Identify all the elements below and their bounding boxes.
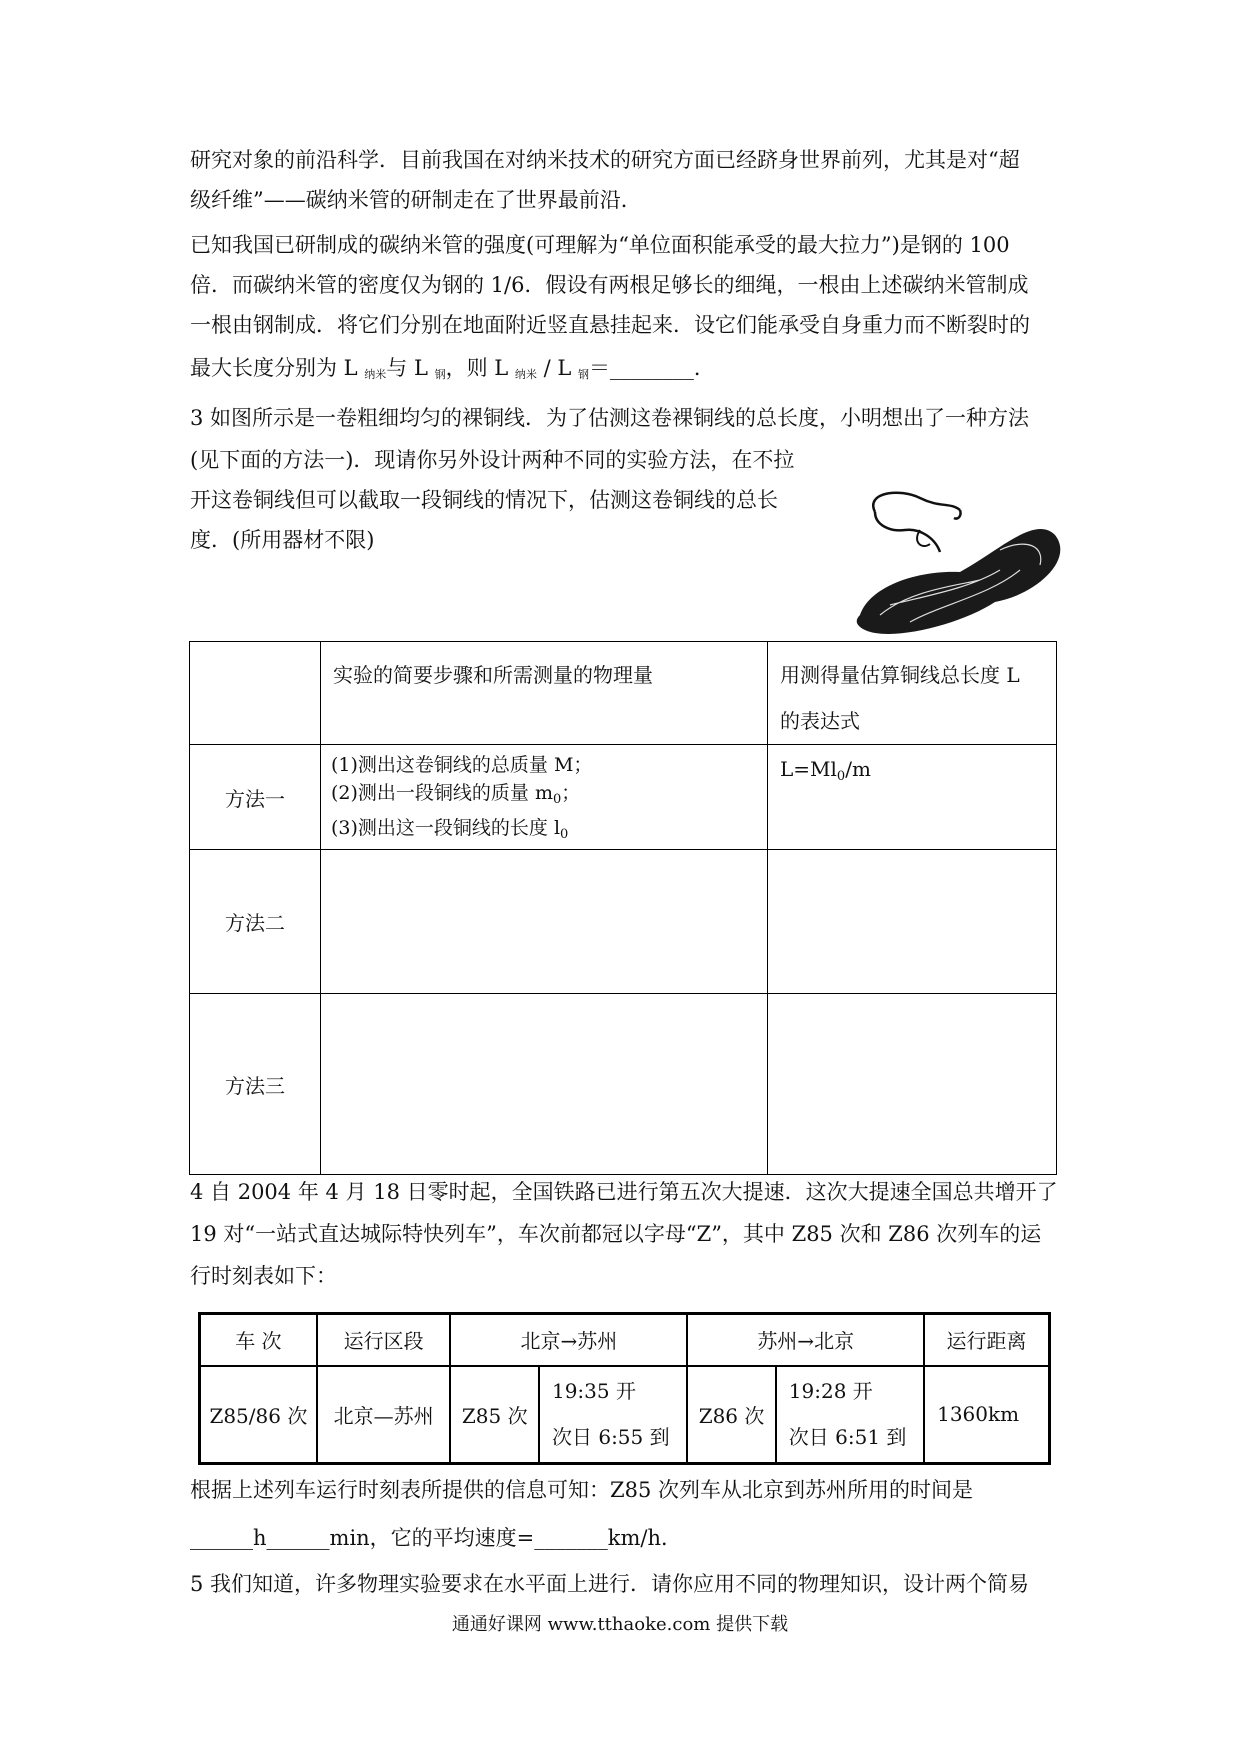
subscript-steel: 钢 — [577, 368, 589, 381]
q2-line-1: 已知我国已研制成的碳纳米管的强度(可理解为“单位面积能承受的最大拉力”)是钢的 100 — [190, 233, 1010, 257]
header-cell — [321, 642, 768, 745]
method-1-expression-cell — [768, 745, 1057, 850]
method-3-expression-input[interactable] — [768, 994, 1057, 1175]
method-1-label: 方法一 — [190, 745, 321, 850]
q4-after-2: ______h______min，它的平均速度=_______km/h． — [190, 1526, 683, 1550]
q4-line-2: 19 对“一站式直达城际特快列车”，车次前都冠以字母“Z”，其中 Z85 次和 Z86 次列车的运 — [190, 1222, 1042, 1246]
cell-z85-times — [539, 1366, 687, 1464]
cell-distance: 1360km — [924, 1366, 1049, 1464]
col-distance: 运行距离 — [924, 1314, 1049, 1366]
step-text: (2)测出一段铜线的质量 m — [331, 782, 553, 804]
method-table — [189, 641, 1057, 1175]
z85-arrival: 次日 6:55 到 — [551, 1425, 670, 1450]
col-train: 车 次 — [200, 1314, 317, 1366]
corner-cell — [190, 642, 321, 745]
subscript-steel: 钢 — [434, 368, 446, 381]
step-text: ； — [561, 782, 581, 804]
method-1-steps-cell — [321, 745, 768, 850]
copper-wire-coil-illustration — [850, 490, 1065, 640]
expr-text: L=Ml — [780, 757, 837, 781]
cell-z86: Z86 次 — [687, 1366, 776, 1464]
cell-section: 北京—苏州 — [317, 1366, 451, 1464]
q4-line-1: 4 自 2004 年 4 月 18 日零时起，全国铁路已进行第五次大提速．这次大提速全国总共增开了 — [190, 1180, 1058, 1204]
col-beijing-suzhou: 北京→苏州 — [450, 1314, 687, 1366]
method-2-steps-input[interactable] — [321, 850, 768, 994]
method-1-step-3 — [331, 814, 767, 849]
subscript-nano: 纳米 — [364, 368, 387, 381]
q2-line-3: 一根由钢制成．将它们分别在地面附近竖直悬挂起来．设它们能承受自身重力而不断裂时的 — [190, 313, 1030, 337]
answer-blank: ＝________． — [588, 356, 715, 380]
footer: 通通好课网 www.tthaoke.com 提供下载 — [451, 1614, 789, 1635]
subscript: 0 — [560, 827, 569, 842]
method-1-step-1: (1)测出这卷铜线的总质量 M； — [331, 754, 593, 776]
subscript-nano: 纳米 — [514, 368, 537, 381]
q2-text: 最大长度分别为 L — [190, 356, 365, 380]
col-section: 运行区段 — [317, 1314, 451, 1366]
z85-departure: 19:35 开 — [551, 1379, 636, 1404]
q3-line-2: (见下面的方法一)．现请你另外设计两种不同的实验方法，在不拉 — [190, 448, 795, 472]
q2-text: / L — [536, 356, 578, 380]
subscript: 0 — [552, 792, 562, 807]
expr-text: /m — [845, 757, 871, 781]
cell-z85: Z85 次 — [450, 1366, 539, 1464]
z86-arrival: 次日 6:51 到 — [788, 1425, 907, 1450]
method-1-expression — [768, 745, 1056, 784]
method-2-label: 方法二 — [190, 850, 321, 994]
header-expression: 用测得量估算铜线总长度 L — [780, 663, 1020, 687]
method-3-steps-input[interactable] — [321, 994, 768, 1175]
method-1-step-2 — [331, 779, 767, 814]
intro-line-1: 研究对象的前沿科学．目前我国在对纳米技术的研究方面已经跻身世界前列，尤其是对“超 — [190, 148, 1020, 172]
cell-z86-times — [776, 1366, 924, 1464]
q3-line-3: 开这卷铜线但可以截取一段铜线的情况下，估测这卷铜线的总长 — [190, 488, 778, 512]
q2-line-4 — [190, 348, 1060, 395]
cell-train: Z85/86 次 — [200, 1366, 317, 1464]
q3-line-1: 3 如图所示是一卷粗细均匀的裸铜线．为了估测这卷裸铜线的总长度，小明想出了一种方法 — [190, 406, 1030, 430]
q2-line-2: 倍．而碳纳米管的密度仅为钢的 1/6．假设有两根足够长的细绳，一根由上述碳纳米管制成 — [190, 273, 1029, 297]
intro-line-2: 级纤维”——碳纳米管的研制走在了世界最前沿． — [190, 188, 642, 212]
step-text: (3)测出这一段铜线的长度 l — [331, 817, 561, 839]
q4-line-3: 行时刻表如下： — [190, 1264, 337, 1288]
header-steps: 实验的简要步骤和所需测量的物理量 — [333, 663, 653, 687]
z86-departure: 19:28 开 — [788, 1379, 873, 1404]
subscript: 0 — [836, 769, 846, 784]
q2-text: 与 L — [386, 356, 435, 380]
q3-line-4: 度．(所用器材不限) — [190, 528, 375, 552]
method-2-expression-input[interactable] — [768, 850, 1057, 994]
train-timetable — [198, 1312, 1051, 1465]
q5-line-1: 5 我们知道，许多物理实验要求在水平面上进行．请你应用不同的物理知识，设计两个简易 — [190, 1572, 1030, 1596]
header-cell — [768, 642, 1057, 745]
col-suzhou-beijing: 苏州→北京 — [687, 1314, 924, 1366]
q2-text: ，则 L — [445, 356, 515, 380]
method-3-label: 方法三 — [190, 994, 321, 1175]
header-expression-2: 的表达式 — [780, 709, 860, 733]
q4-after-1: 根据上述列车运行时刻表所提供的信息可知：Z85 次列车从北京到苏州所用的时间是 — [190, 1478, 973, 1502]
